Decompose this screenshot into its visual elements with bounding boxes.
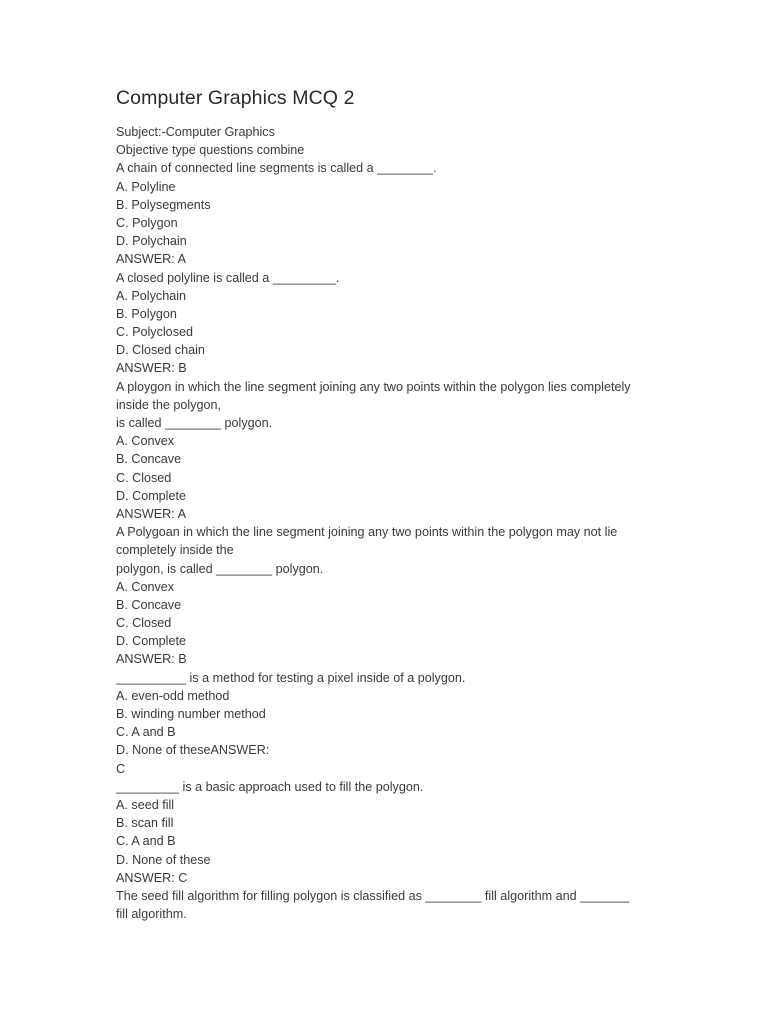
text-line: C. Closed [116,470,172,485]
text-line: Subject:-Computer Graphics [116,125,275,139]
text-line: Objective type questions combine [116,143,305,158]
text-line: The seed fill algorithm for filling polygon is classified as ________ fill algorithm and _______ [116,888,630,903]
text-line: __________ is a method for testing a pixel inside of a polygon. [116,670,466,685]
text-line: ANSWER: B [116,361,187,376]
document-title: Computer Graphics MCQ 2 [116,87,355,109]
text-line: D. Complete [116,634,186,649]
text-line: ANSWER: A [116,252,186,267]
text-line: _________ is a basic approach used to fill the polygon. [116,779,424,794]
text-line: B. scan fill [116,816,174,831]
text-line: polygon, is called ________ polygon. [116,561,324,576]
text-line: C. Closed [116,616,172,631]
text-line: ANSWER: B [116,652,187,667]
text-line: completely inside the [116,543,234,558]
text-line: A. seed fill [116,797,175,812]
text-line: fill algorithm. [116,907,187,922]
text-line: C. Polyclosed [116,325,193,340]
document-page [116,86,656,923]
text-line: A Polygoan in which the line segment joining any two points within the polygon may not lie [116,525,618,540]
text-line: A. Polyline [116,179,176,194]
text-line: A. even-odd method [116,688,230,703]
text-line: B. Concave [116,597,182,612]
text-line: A. Convex [116,434,175,449]
text-line: D. Polychain [116,234,187,249]
text-line: C [116,761,126,776]
text-line: D. None of these [116,852,211,867]
text-line: B. Polygon [116,306,177,321]
text-line: D. Complete [116,488,186,503]
document-body [116,123,656,923]
text-line: C. A and B [116,834,176,849]
text-line: ANSWER: A [116,506,186,521]
text-line: ANSWER: C [116,870,188,885]
text-line: B. winding number method [116,707,266,721]
text-line: A ploygon in which the line segment joining any two points within the polygon lies completely [116,379,631,394]
text-line: A chain of connected line segments is called a ________. [116,161,437,176]
text-line: A closed polyline is called a _________. [116,270,340,285]
text-line: D. None of theseANSWER: [116,743,270,758]
text-line: A. Polychain [116,288,187,303]
text-line: C. Polygon [116,215,178,230]
text-line: D. Closed chain [116,343,205,358]
text-line: B. Concave [116,452,182,467]
text-line: inside the polygon, [116,397,222,412]
text-line: A. Convex [116,579,175,594]
text-line: C. A and B [116,725,176,740]
text-line: is called ________ polygon. [116,416,273,430]
text-line: B. Polysegments [116,197,211,212]
